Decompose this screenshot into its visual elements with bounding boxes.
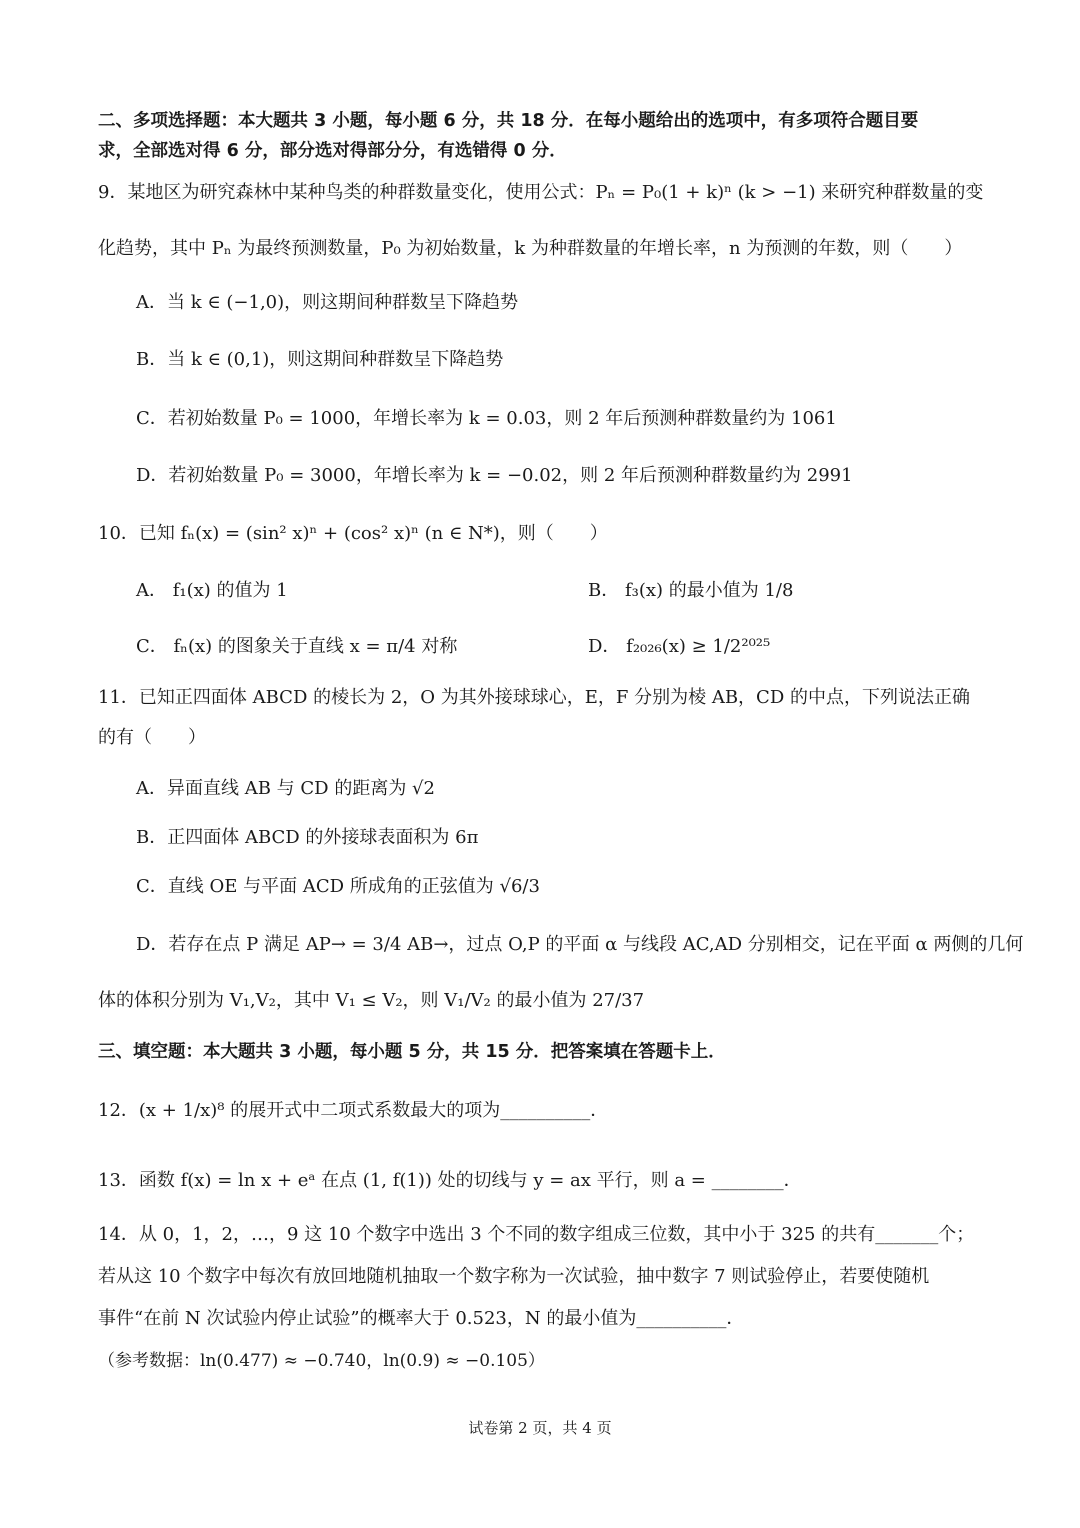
q11-option-d-line2: 体的体积分别为 V₁,V₂，其中 V₁ ≤ V₂，则 V₁/V₂ 的最小值为 27/37 bbox=[98, 990, 645, 1011]
q11-option-b: B．正四面体 ABCD 的外接球表面积为 6π bbox=[136, 827, 479, 848]
q9-option-b: B．当 k ∈ (0,1)，则这期间种群数呈下降趋势 bbox=[136, 349, 504, 370]
q10-option-c: C． fₙ(x) 的图象关于直线 x = π/4 对称 bbox=[136, 636, 458, 657]
q11-option-c: C．直线 OE 与平面 ACD 所成角的正弦值为 √6/3 bbox=[136, 876, 540, 897]
q10-stem: 10．已知 fₙ(x) = (sin² x)ⁿ + (cos² x)ⁿ (n ∈ N*)，则（ ） bbox=[98, 523, 608, 544]
q9-option-c: C．若初始数量 P₀ = 1000，年增长率为 k = 0.03，则 2 年后预测种群数量约为 1061 bbox=[136, 408, 837, 429]
q12-stem: 12．(x + 1/x)⁸ 的展开式中二项式系数最大的项为__________． bbox=[98, 1100, 609, 1121]
q10-option-d: D． f₂₀₂₆(x) ≥ 1/2²⁰²⁵ bbox=[588, 636, 771, 657]
q10-option-b: B． f₃(x) 的最小值为 1/8 bbox=[588, 580, 794, 601]
q10-option-a: A． f₁(x) 的值为 1 bbox=[136, 580, 288, 601]
q14-stem-line3: 事件“在前 N 次试验内停止试验”的概率大于 0.523，N 的最小值为__________． bbox=[98, 1308, 745, 1329]
q11-stem-line1: 11．已知正四面体 ABCD 的棱长为 2，O 为其外接球球心，E，F 分别为棱 AB，CD 的中点，下列说法正确 bbox=[98, 687, 970, 708]
q11-option-a: A．异面直线 AB 与 CD 的距离为 √2 bbox=[136, 778, 435, 799]
q11-stem-line2: 的有（ ） bbox=[98, 727, 206, 748]
section3-heading: 三、填空题：本大题共 3 小题，每小题 5 分，共 15 分．把答案填在答题卡上． bbox=[98, 1042, 726, 1062]
q13-stem: 13．函数 f(x) = ln x + eᵃ 在点 (1, f(1)) 处的切线与 y = ax 平行，则 a = ________． bbox=[98, 1170, 802, 1191]
q9-stem-line2: 化趋势，其中 Pₙ 为最终预测数量，P₀ 为初始数量，k 为种群数量的年增长率，n 为预测的年数，则（ ） bbox=[98, 238, 963, 259]
q9-stem-line1: 9．某地区为研究森林中某种鸟类的种群数量变化，使用公式：Pₙ = P₀(1 + k)ⁿ (k > −1) 来研究种群数量的变 bbox=[98, 182, 984, 203]
q9-option-d: D．若初始数量 P₀ = 3000，年增长率为 k = −0.02，则 2 年后预测种群数量约为 2991 bbox=[136, 465, 853, 486]
q14-stem-line1: 14．从 0，1，2，…，9 这 10 个数字中选出 3 个不同的数字组成三位数，其中小于 325 的共有_______个； bbox=[98, 1224, 975, 1245]
q9-option-a: A．当 k ∈ (−1,0)，则这期间种群数呈下降趋势 bbox=[136, 292, 519, 313]
page-footer: 试卷第 2 页，共 4 页 bbox=[468, 1419, 612, 1437]
section2-heading-line1: 二、多项选择题：本大题共 3 小题，每小题 6 分，共 18 分．在每小题给出的选项中，有多项符合题目要 bbox=[98, 111, 919, 131]
q11-option-d-line1: D．若存在点 P 满足 AP→ = 3/4 AB→，过点 O,P 的平面 α 与线段 AC,AD 分别相交，记在平面 α 两侧的几何 bbox=[136, 934, 1024, 955]
q14-reference-note: （参考数据：ln(0.477) ≈ −0.740，ln(0.9) ≈ −0.105） bbox=[98, 1351, 545, 1371]
q14-stem-line2: 若从这 10 个数字中每次有放回地随机抽取一个数字称为一次试验，抽中数字 7 则试验停止，若要使随机 bbox=[98, 1266, 930, 1287]
section2-heading-line2: 求，全部选对得 6 分，部分选对得部分分，有选错得 0 分． bbox=[98, 141, 567, 161]
